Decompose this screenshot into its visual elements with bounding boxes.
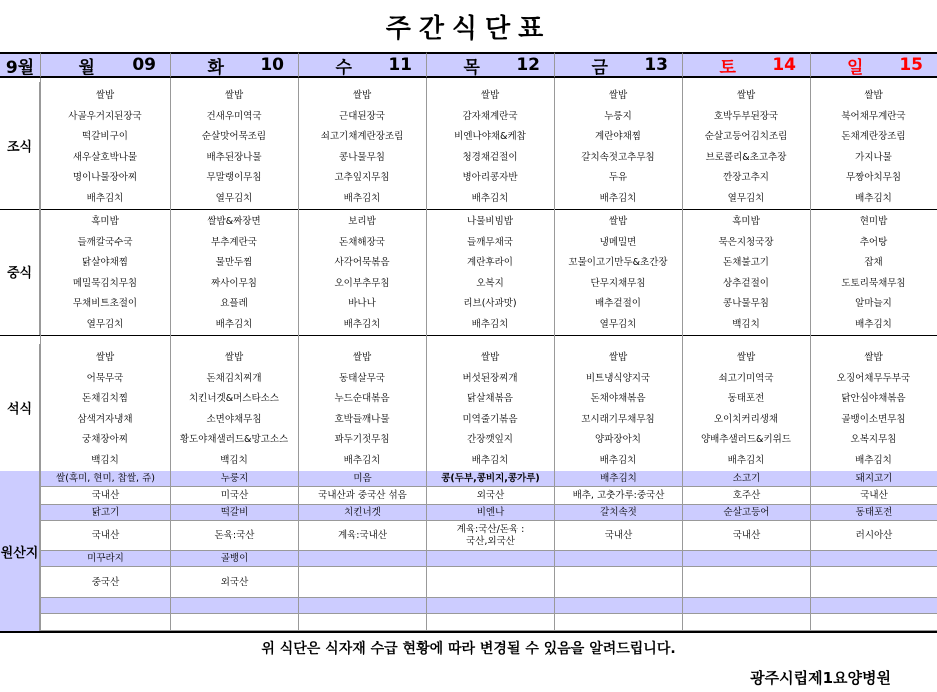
menu-item: 북어채무계란국 bbox=[841, 110, 906, 122]
menu-item: 돈채김치찌개 bbox=[206, 372, 262, 384]
menu-item: 흑미밥 bbox=[732, 216, 760, 227]
menu-item: 들깨무채국 bbox=[467, 236, 513, 248]
origin-cell: 국내산 bbox=[40, 521, 170, 551]
origin-cell: 러시아산 bbox=[810, 521, 937, 551]
menu-item: 도토리묵채무침 bbox=[841, 277, 906, 289]
menu-item: 현미밥 bbox=[859, 216, 888, 227]
menu-item: 닭안심야채볶음 bbox=[841, 393, 906, 404]
menu-item: 꽈두기젓무침 bbox=[334, 434, 390, 445]
origin-cell: 중국산 bbox=[40, 567, 170, 598]
day-name: 일 bbox=[846, 57, 864, 78]
origin-cell: 돼지고기 bbox=[810, 471, 937, 487]
menu-item: 병아리콩자반 bbox=[462, 172, 518, 183]
origin-cell bbox=[426, 551, 554, 567]
origin-cell: 떡갈비 bbox=[170, 505, 298, 521]
menu-item: 황도야채샐러드&망고소스 bbox=[179, 434, 289, 445]
origin-cell: 국내산과 중국산 섞음 bbox=[298, 487, 426, 505]
origin-cell: 미음 bbox=[298, 471, 426, 487]
menu-item: 사각어묵볶음 bbox=[334, 257, 390, 268]
column-divider bbox=[40, 78, 41, 471]
menu-item: 돈채야채볶음 bbox=[590, 393, 646, 404]
menu-item: 호박두부된장국 bbox=[713, 110, 779, 122]
origin-cell: 국내산 bbox=[682, 521, 810, 551]
origin-cell bbox=[170, 598, 298, 614]
menu-item: 쌀밥 bbox=[608, 90, 628, 101]
menu-item: 쌀밥 bbox=[864, 90, 883, 101]
menu-item: 삼색겨자냉채 bbox=[77, 413, 133, 425]
menu-item: 배추김치 bbox=[855, 454, 892, 466]
menu-item: 쌀밥 bbox=[224, 90, 244, 101]
menu-item: 떡갈비구이 bbox=[82, 131, 128, 142]
menu-item: 새우살호박나물 bbox=[72, 151, 138, 163]
menu-item: 배추김치 bbox=[86, 192, 124, 204]
menu-item: 배추김치 bbox=[471, 318, 509, 330]
menu-item: 배추김치 bbox=[727, 454, 765, 466]
menu-item: 무채비트초절이 bbox=[72, 298, 138, 309]
menu-item: 열무김치 bbox=[727, 192, 765, 204]
menu-item: 청경채겉절이 bbox=[462, 151, 518, 163]
menu-item: 돈채해장국 bbox=[339, 236, 385, 248]
day-date: 13 bbox=[644, 55, 668, 75]
origin-cell: 소고기 bbox=[682, 471, 810, 487]
menu-item: 간장깻잎지 bbox=[467, 434, 513, 445]
day-date: 15 bbox=[899, 55, 923, 75]
menu-item: 쌀밥 bbox=[352, 90, 372, 101]
column-divider bbox=[810, 78, 811, 471]
origin-cell bbox=[426, 598, 554, 614]
day-date: 12 bbox=[516, 55, 540, 75]
menu-item: 배추김치 bbox=[215, 318, 253, 330]
origin-cell bbox=[554, 567, 682, 598]
menu-item: 쌀밥 bbox=[95, 90, 115, 101]
day-name: 목 bbox=[463, 57, 480, 78]
origin-cell: 순살고등어 bbox=[682, 505, 810, 521]
menu-item: 쌀밥 bbox=[352, 352, 372, 363]
meal-label: 석식 bbox=[0, 344, 40, 471]
menu-item: 누룽지 bbox=[604, 110, 632, 122]
day-date: 11 bbox=[388, 55, 412, 75]
table-bottom-border bbox=[0, 631, 937, 633]
origin-cell: 외국산 bbox=[170, 567, 298, 598]
origin-cell bbox=[682, 567, 810, 598]
day-header bbox=[682, 52, 810, 78]
menu-item: 치킨너겟&머스타소스 bbox=[188, 393, 279, 404]
menu-item: 비엔나야채&케찹 bbox=[454, 131, 526, 142]
menu-item: 나물비빔밥 bbox=[467, 216, 513, 227]
menu-item: 오이부추무침 bbox=[334, 277, 390, 289]
day-header bbox=[426, 52, 554, 78]
day-header bbox=[810, 52, 937, 78]
origin-cell bbox=[298, 567, 426, 598]
menu-item: 들깨칼국수국 bbox=[77, 236, 133, 248]
menu-item: 배추김치 bbox=[599, 192, 637, 204]
menu-item: 배추겉절이 bbox=[595, 298, 641, 309]
menu-item: 깐장고추지 bbox=[723, 172, 769, 183]
origin-cell: 계육:국내산 bbox=[298, 521, 426, 551]
menu-item: 배추김치 bbox=[855, 192, 892, 204]
menu-item: 콩나물무침 bbox=[723, 298, 769, 309]
menu-item: 돈채불고기 bbox=[723, 257, 769, 268]
day-name: 금 bbox=[591, 57, 608, 78]
menu-item: 쌀밥 bbox=[95, 352, 115, 363]
origin-cell: 누룽지 bbox=[170, 471, 298, 487]
origin-cell: 치킨너겟 bbox=[298, 505, 426, 521]
menu-item: 가지나물 bbox=[855, 151, 892, 163]
menu-item: 꼬물이고기만두&초간장 bbox=[568, 257, 668, 268]
menu-item: 백김치 bbox=[91, 454, 119, 466]
origin-cell: 국내산 bbox=[40, 487, 170, 505]
origin-cell bbox=[298, 614, 426, 631]
menu-item: 사골우거지된장국 bbox=[68, 110, 142, 122]
origin-cell: 골뱅이 bbox=[170, 551, 298, 567]
origin-cell bbox=[810, 551, 937, 567]
menu-item: 돈채김치찜 bbox=[82, 393, 128, 404]
menu-item: 무짱아치무침 bbox=[845, 172, 902, 183]
origin-cell bbox=[554, 614, 682, 631]
menu-item: 배추김치 bbox=[343, 192, 381, 204]
origin-cell: 미국산 bbox=[170, 487, 298, 505]
menu-item: 배추김치 bbox=[471, 192, 509, 204]
menu-item: 쇠고기미역국 bbox=[718, 372, 774, 384]
origin-cell bbox=[40, 614, 170, 631]
menu-item: 바나나 bbox=[348, 298, 376, 309]
day-header bbox=[554, 52, 682, 78]
menu-item: 쌀밥&짜장면 bbox=[207, 216, 261, 227]
menu-item: 오복지 bbox=[476, 277, 504, 289]
month-header: 9월 bbox=[0, 52, 40, 78]
menu-item: 양파장아치 bbox=[595, 434, 641, 445]
menu-item: 계란후라이 bbox=[467, 257, 513, 268]
menu-item: 단무지채무침 bbox=[590, 277, 646, 289]
column-divider bbox=[170, 78, 171, 471]
menu-item: 비트냉식양지국 bbox=[585, 372, 651, 384]
menu-item: 계란야채찜 bbox=[595, 131, 641, 142]
day-date: 10 bbox=[260, 55, 284, 75]
origin-cell: 동태포전 bbox=[810, 505, 937, 521]
column-divider bbox=[426, 78, 427, 471]
origin-label: 원산지 bbox=[0, 471, 40, 631]
menu-item: 알마늘지 bbox=[855, 298, 892, 309]
origin-cell bbox=[554, 598, 682, 614]
origin-cell bbox=[810, 598, 937, 614]
menu-item: 무말랭이무침 bbox=[206, 172, 262, 183]
menu-item: 양배추샐러드&키위드 bbox=[700, 434, 791, 445]
menu-item: 동태포전 bbox=[727, 393, 765, 404]
origin-cell: 미꾸라지 bbox=[40, 551, 170, 567]
menu-item: 닭살야채찜 bbox=[82, 257, 128, 268]
origin-cell bbox=[682, 614, 810, 631]
menu-item: 어묵무국 bbox=[86, 372, 124, 384]
menu-item: 동태살무국 bbox=[339, 372, 385, 384]
column-divider bbox=[554, 78, 555, 471]
menu-item: 두유 bbox=[608, 172, 628, 183]
origin-cell bbox=[554, 551, 682, 567]
origin-cell: 국내산 bbox=[810, 487, 937, 505]
origin-cell bbox=[298, 551, 426, 567]
menu-item: 갈치속젓고추무침 bbox=[581, 151, 655, 163]
menu-item: 배추된장나물 bbox=[206, 151, 262, 163]
menu-item: 누드순대볶음 bbox=[334, 393, 390, 404]
origin-cell: 쌀(흑미, 현미, 찹쌀, 쥬) bbox=[40, 471, 170, 487]
menu-item: 고추잎지무침 bbox=[334, 172, 390, 183]
origin-cell bbox=[426, 614, 554, 631]
menu-item: 냉메밀면 bbox=[599, 236, 637, 248]
menu-item: 요플레 bbox=[220, 298, 248, 309]
menu-item: 쌀밥 bbox=[608, 216, 628, 227]
origin-cell: 호주산 bbox=[682, 487, 810, 505]
menu-item: 순살맛어묵조림 bbox=[201, 131, 267, 142]
origin-cell: 갈치속젓 bbox=[554, 505, 682, 521]
column-divider bbox=[298, 78, 299, 471]
menu-item: 배추김치 bbox=[599, 454, 637, 466]
menu-item: 쌀밥 bbox=[480, 90, 500, 101]
origin-cell bbox=[682, 551, 810, 567]
origin-cell bbox=[682, 598, 810, 614]
page-title: 주간식단표 bbox=[0, 0, 937, 52]
menu-item: 상추겉절이 bbox=[723, 277, 769, 289]
origin-cell bbox=[298, 598, 426, 614]
origin-cell: 콩(두부,콩비지,콩가루) bbox=[426, 471, 554, 487]
menu-item: 쌀밥 bbox=[480, 352, 500, 363]
menu-item: 근대된장국 bbox=[339, 110, 385, 122]
day-header bbox=[170, 52, 298, 78]
day-name: 월 bbox=[78, 57, 95, 78]
menu-item: 배추김치 bbox=[343, 454, 381, 466]
menu-item: 순살고등어김치조림 bbox=[704, 131, 788, 142]
origin-cell bbox=[810, 614, 937, 631]
menu-item: 쌀밥 bbox=[736, 352, 756, 363]
menu-item: 쇠고기채계란장조림 bbox=[320, 131, 404, 142]
menu-item: 궁채장아찌 bbox=[82, 434, 128, 445]
menu-item: 열무김치 bbox=[86, 318, 124, 330]
menu-item: 콩나물무침 bbox=[339, 151, 385, 163]
menu-item: 리브(사과맛) bbox=[463, 298, 517, 309]
menu-item: 열무김치 bbox=[215, 192, 253, 204]
menu-item: 건새우미역국 bbox=[206, 110, 262, 122]
origin-cell: 외국산 bbox=[426, 487, 554, 505]
menu-item: 배추김치 bbox=[471, 454, 509, 466]
day-header bbox=[40, 52, 170, 78]
origin-cell: 배추, 고춧가루:중국산 bbox=[554, 487, 682, 505]
origin-cell bbox=[40, 598, 170, 614]
menu-item: 추어탕 bbox=[859, 236, 888, 248]
meal-label: 조식 bbox=[0, 82, 40, 209]
day-date: 09 bbox=[132, 55, 156, 75]
menu-item: 닭살채볶음 bbox=[467, 393, 513, 404]
menu-item: 브로콜리&초고추장 bbox=[705, 151, 787, 163]
notice-text: 위 식단은 식자재 수급 현황에 따라 변경될 수 있음을 알려드립니다. bbox=[261, 641, 676, 657]
day-header bbox=[298, 52, 426, 78]
origin-cell: 배추김치 bbox=[554, 471, 682, 487]
menu-item: 쌀밥 bbox=[736, 90, 756, 101]
day-name: 토 bbox=[719, 57, 736, 78]
menu-item: 미역줄기볶음 bbox=[462, 413, 518, 425]
menu-item: 명이나물장아찌 bbox=[72, 172, 138, 183]
menu-item: 배추김치 bbox=[855, 318, 892, 330]
menu-item: 돈채계란장조림 bbox=[841, 131, 906, 142]
origin-cell: 비엔나 bbox=[426, 505, 554, 521]
menu-item: 감자채계란국 bbox=[462, 110, 518, 122]
meal-divider bbox=[0, 335, 937, 336]
origin-cell bbox=[426, 567, 554, 598]
menu-item: 백김치 bbox=[732, 318, 760, 330]
day-name: 화 bbox=[207, 57, 224, 78]
menu-item: 버섯된장찌개 bbox=[462, 372, 518, 384]
menu-item: 배추김치 bbox=[343, 318, 381, 330]
menu-item: 열무김치 bbox=[599, 318, 637, 330]
menu-item: 오이치커리생채 bbox=[713, 413, 779, 425]
meal-label: 중식 bbox=[0, 208, 40, 335]
menu-item: 흑미밥 bbox=[91, 216, 119, 227]
origin-cell: 닭고기 bbox=[40, 505, 170, 521]
menu-item: 쌀밥 bbox=[224, 352, 244, 363]
origin-cell bbox=[170, 614, 298, 631]
menu-item: 쌀밥 bbox=[608, 352, 628, 363]
day-date: 14 bbox=[772, 55, 796, 75]
origin-cell: 돈육:국산 bbox=[170, 521, 298, 551]
day-name: 수 bbox=[335, 57, 352, 78]
menu-item: 꼬시래기무채무침 bbox=[581, 413, 655, 425]
menu-item: 보리밥 bbox=[348, 216, 376, 227]
menu-item: 호박들깨나물 bbox=[334, 413, 390, 425]
menu-item: 오징어채무두부국 bbox=[836, 372, 911, 384]
hospital-name: 광주시립제1요양병원 bbox=[750, 668, 891, 687]
menu-item: 메밀묵김치무침 bbox=[72, 277, 138, 289]
menu-item: 물만두찜 bbox=[215, 257, 253, 268]
menu-item: 묵은지청국장 bbox=[718, 236, 774, 248]
menu-item: 소면야채무침 bbox=[206, 413, 262, 425]
menu-item: 짜사이무침 bbox=[211, 277, 257, 289]
menu-item: 백김치 bbox=[220, 454, 248, 466]
menu-item: 골뱅이소면무침 bbox=[841, 413, 906, 425]
menu-item: 오복지무침 bbox=[850, 434, 897, 445]
menu-item: 잡채 bbox=[864, 257, 883, 268]
origin-cell bbox=[810, 567, 937, 598]
origin-cell: 계육:국산/돈육 : 국산,외국산 bbox=[426, 521, 554, 551]
column-divider bbox=[682, 78, 683, 471]
menu-item: 부추계란국 bbox=[211, 236, 257, 248]
menu-item: 쌀밥 bbox=[864, 352, 883, 363]
origin-cell: 국내산 bbox=[554, 521, 682, 551]
